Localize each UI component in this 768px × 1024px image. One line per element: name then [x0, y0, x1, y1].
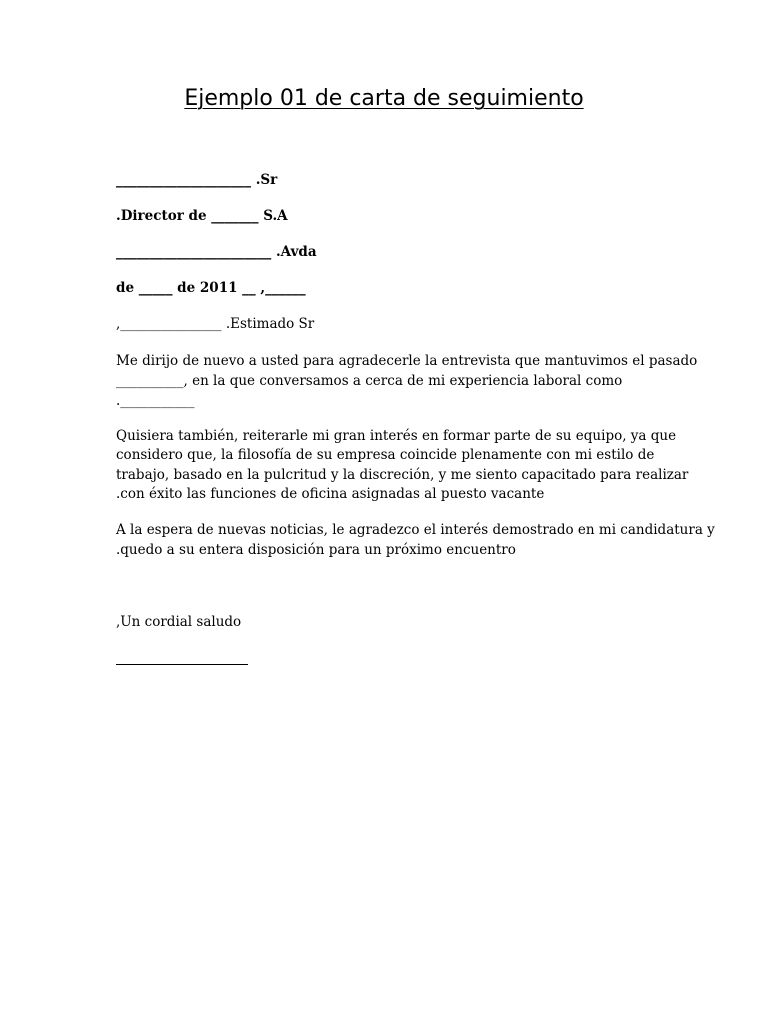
recipient-name-line: ____________________ .Sr: [116, 172, 278, 188]
paragraph1-line1: Me dirijo de nuevo a usted para agradecerle la entrevista que mantuvimos el pasado: [116, 353, 698, 369]
salutation-line: ,_______________ .Estimado Sr: [116, 316, 315, 332]
recipient-company-line: .Director de _______ S.A: [116, 208, 288, 224]
document-title: Ejemplo 01 de carta de seguimiento: [184, 86, 584, 111]
paragraph3-line1: A la espera de nuevas noticias, le agradezco el interés demostrado en mi candidatura y: [116, 522, 715, 538]
paragraph2-line4: .con éxito las funciones de oficina asignadas al puesto vacante: [116, 486, 545, 502]
paragraph1-line3: .___________: [116, 393, 195, 409]
recipient-address-line: _______________________ .Avda: [116, 244, 317, 260]
signature-line: [116, 664, 248, 665]
paragraph1-line2: __________, en la que conversamos a cerca de mi experiencia laboral como: [116, 373, 623, 389]
paragraph2-line3: trabajo, basado en la pulcritud y la discreción, y me siento capacitado para realizar: [116, 467, 689, 483]
closing-line: ,Un cordial saludo: [116, 614, 242, 630]
paragraph3-line2: .quedo a su entera disposición para un próximo encuentro: [116, 542, 516, 558]
paragraph2-line1: Quisiera también, reiterarle mi gran interés en formar parte de su equipo, ya que: [116, 428, 677, 444]
paragraph2-line2: considero que, la filosofía de su empresa coincide plenamente con mi estilo de: [116, 447, 655, 463]
date-line: de _____ de 2011 __ ,______: [116, 280, 306, 296]
